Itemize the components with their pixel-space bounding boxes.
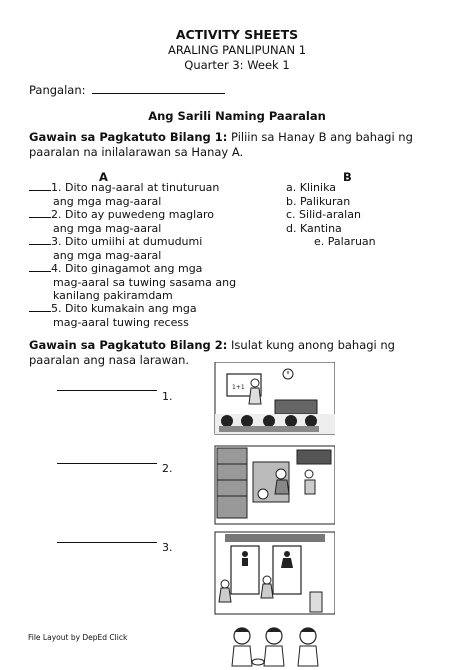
item-text: 2. Dito ay puwedeng maglaro bbox=[51, 208, 214, 221]
item-text-cont: mag-aaral tuwing recess bbox=[53, 315, 189, 329]
item-text-cont: mag-aaral sa tuwing sasama ang bbox=[53, 275, 237, 289]
item-text-cont: ang mga mag-aaral bbox=[53, 194, 162, 208]
activity2-instruction: Isulat kung anong bahagi ng paaralan ang nasa larawan. bbox=[29, 338, 395, 367]
classroom-illustration bbox=[215, 362, 335, 434]
answer-line-1[interactable] bbox=[57, 390, 157, 391]
picture-number-1: 1. bbox=[162, 390, 173, 403]
column-a-item bbox=[29, 208, 214, 235]
answer-blank[interactable] bbox=[29, 302, 51, 312]
item-text: 4. Dito ginagamot ang mga bbox=[51, 262, 203, 275]
column-a-item bbox=[29, 181, 219, 208]
name-blank-line[interactable] bbox=[92, 82, 225, 94]
svg-text:1+1: 1+1 bbox=[232, 384, 245, 391]
name-label: Pangalan: bbox=[29, 83, 86, 97]
item-text: 1. Dito nag-aaral at tinuturuan bbox=[51, 181, 220, 194]
column-b-label: B bbox=[343, 170, 352, 184]
picture-number-3: 3. bbox=[162, 541, 173, 554]
library-illustration bbox=[215, 446, 335, 524]
item-text: 3. Dito umiihi at dumudumi bbox=[51, 235, 203, 248]
school-illustrations bbox=[205, 362, 335, 618]
column-a-label: A bbox=[99, 170, 108, 184]
column-b-item: a. Klinika bbox=[286, 181, 337, 194]
column-a-item bbox=[29, 235, 202, 262]
activity1-instruction: Piliin sa Hanay B ang bahagi ng paaralan na inilalarawan sa Hanay A. bbox=[29, 130, 413, 159]
column-b-item: c. Silid-aralan bbox=[286, 208, 361, 221]
item-text-cont: ang mga mag-aaral bbox=[53, 221, 162, 235]
item-text: 5. Dito kumakain ang mga bbox=[51, 302, 197, 315]
column-b-item: e. Palaruan bbox=[314, 235, 376, 248]
item-text-cont: ang mga mag-aaral bbox=[53, 248, 162, 262]
column-b-item: d. Kantina bbox=[286, 222, 342, 235]
activity2-heading: Gawain sa Pagkatuto Bilang 2: bbox=[29, 338, 228, 352]
column-a-item bbox=[29, 302, 197, 329]
sheet-title: ACTIVITY SHEETS bbox=[175, 27, 299, 42]
lesson-title: Ang Sarili Naming Paaralan bbox=[148, 109, 326, 123]
footer-credit: File Layout by DepEd Click bbox=[28, 633, 128, 642]
picture-number-2: 2. bbox=[162, 462, 173, 475]
name-field-row bbox=[29, 82, 225, 97]
restroom-illustration bbox=[215, 532, 335, 614]
answer-blank[interactable] bbox=[29, 235, 51, 245]
answer-line-2[interactable] bbox=[57, 463, 157, 464]
column-a-item bbox=[29, 262, 236, 303]
activity1-heading: Gawain sa Pagkatuto Bilang 1: bbox=[29, 130, 228, 144]
answer-blank[interactable] bbox=[29, 181, 51, 191]
item-text-cont: kanilang pakiramdam bbox=[53, 289, 173, 302]
answer-line-3[interactable] bbox=[57, 542, 157, 543]
activity1-instructions bbox=[29, 130, 449, 160]
column-b-item: b. Palikuran bbox=[286, 195, 351, 208]
answer-blank[interactable] bbox=[29, 208, 51, 218]
answer-blank[interactable] bbox=[29, 262, 51, 272]
quarter-week: Quarter 3: Week 1 bbox=[184, 58, 290, 72]
children-eating-illustration bbox=[222, 622, 332, 668]
subject-title: ARALING PANLIPUNAN 1 bbox=[167, 43, 307, 57]
